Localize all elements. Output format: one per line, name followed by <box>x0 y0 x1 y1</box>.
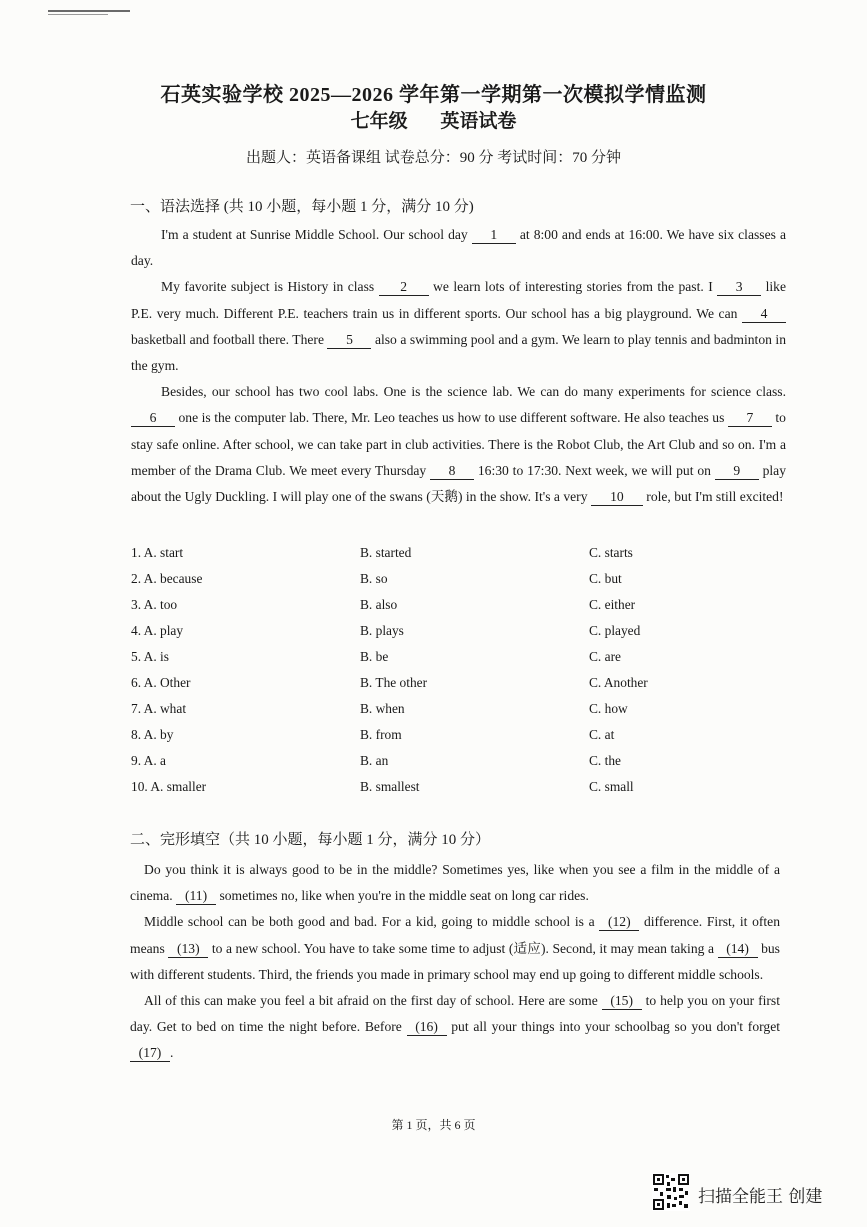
passage-text: to help you on your first day. Get to bed on time the night before. Before <box>130 993 780 1035</box>
option-a[interactable]: 5. A. is <box>131 649 169 664</box>
option-c[interactable]: C. Another <box>589 675 648 690</box>
passage-paragraph <box>131 379 786 510</box>
passage-text: Middle school can be both good and bad. For a kid, going to middle school is a <box>144 914 600 930</box>
passage-paragraph <box>131 222 786 274</box>
passage-text: bus with different students. Third, the friends you made in primary school may end up going to different middle schools. <box>130 940 780 982</box>
option-c[interactable]: C. starts <box>589 545 633 560</box>
option-a[interactable]: 9. A. a <box>131 753 166 768</box>
option-a[interactable]: 2. A. because <box>131 571 203 586</box>
option-b[interactable]: B. plays <box>360 623 404 638</box>
passage-text: Do you think it is always good to be in the middle? Sometimes yes, like when you see a film in the middle of a cinema. <box>130 862 780 904</box>
option-b[interactable]: B. from <box>360 727 402 742</box>
passage-paragraph <box>130 857 780 909</box>
option-c[interactable]: C. how <box>589 701 628 716</box>
blank-2[interactable]: 2 <box>379 279 429 296</box>
blank-5[interactable]: 5 <box>327 332 371 349</box>
blank-16[interactable]: (16) <box>407 1019 447 1036</box>
passage-text: . <box>170 1045 174 1061</box>
blank-1[interactable]: 1 <box>472 227 516 244</box>
blank-12[interactable]: (12) <box>599 914 639 931</box>
option-c[interactable]: C. played <box>589 623 641 638</box>
option-b[interactable]: B. smallest <box>360 779 420 794</box>
passage-text: put all your things into your schoolbag so you don't forget <box>446 1019 780 1035</box>
passage-text: at 8:00 and ends at 16:00. We have six classes a day. <box>131 227 786 269</box>
passage-text: we learn lots of interesting stories from the past. I <box>428 279 718 295</box>
option-b[interactable]: B. an <box>360 753 389 768</box>
blank-4[interactable]: 4 <box>742 306 786 323</box>
option-c[interactable]: C. but <box>589 571 622 586</box>
section1-heading: 一、语法选择 (共 10 小题，每小题 1 分，满分 10 分) <box>130 199 474 215</box>
passage-text: to a new school. You have to take some time to adjust (适应). Second, it may mean taking a <box>208 940 718 956</box>
blank-17[interactable]: (17) <box>130 1045 170 1062</box>
exam-subtitle <box>0 106 867 133</box>
subject-label: 英语试卷 <box>440 111 517 132</box>
section1-options <box>131 542 791 802</box>
passage-paragraph <box>131 274 786 379</box>
passage-paragraph <box>130 988 780 1067</box>
option-a[interactable]: 6. A. Other <box>131 675 191 690</box>
option-b[interactable]: B. so <box>360 571 388 586</box>
exam-meta: 出题人：英语备课组 试卷总分：90 分 考试时间：70 分钟 <box>245 150 621 166</box>
passage-text: role, but I'm still excited! <box>642 489 784 505</box>
option-row <box>131 594 791 620</box>
section2-heading: 二、完形填空（共 10 小题，每小题 1 分，满分 10 分） <box>130 832 491 848</box>
passage-text: Besides, our school has two cool labs. One is the science lab. We can do many experiments for science class. <box>161 384 786 400</box>
section1-passage <box>131 222 786 510</box>
passage-text: one is the computer lab. There, Mr. Leo teaches us how to use different software. He also teaches us <box>175 410 728 426</box>
passage-text: 16:30 to 17:30. Next week, we will put on <box>474 462 715 478</box>
passage-text: My favorite subject is History in class <box>161 279 379 295</box>
blank-9[interactable]: 9 <box>715 463 759 480</box>
blank-7[interactable]: 7 <box>728 410 772 427</box>
scan-artifact-line <box>48 10 130 12</box>
option-row <box>131 542 791 568</box>
option-row <box>131 724 791 750</box>
option-b[interactable]: B. when <box>360 701 405 716</box>
blank-10[interactable]: 10 <box>591 489 643 506</box>
passage-text: like P.E. very much. Different P.E. teachers train us in different sports. Our school has a big playground. We can <box>131 279 786 321</box>
option-a[interactable]: 10. A. smaller <box>131 779 207 794</box>
option-row <box>131 672 791 698</box>
option-row <box>131 620 791 646</box>
option-c[interactable]: C. at <box>589 727 615 742</box>
passage-text: play about the Ugly Duckling. I will play one of the swans (天鹅) in the show. It's a very <box>131 462 786 505</box>
passage-text: I'm a student at Sunrise Middle School. Our school day <box>161 227 472 242</box>
option-row <box>131 568 791 594</box>
passage-text: basketball and football there. There <box>131 331 328 347</box>
option-b[interactable]: B. started <box>360 545 412 560</box>
passage-text: to stay safe online. After school, we can take part in club activities. There is the Robot Club, the Art Club and so on. I'm a member of the Drama Club. We meet every Thursday <box>131 410 786 478</box>
passage-text: sometimes no, like when you're in the middle seat on long car rides. <box>216 888 589 904</box>
blank-8[interactable]: 8 <box>430 463 474 480</box>
page-number: 第 1 页，共 6 页 <box>391 1118 476 1132</box>
option-a[interactable]: 4. A. play <box>131 623 184 638</box>
grade-label: 七年级 <box>350 111 408 132</box>
option-b[interactable]: B. also <box>360 597 398 612</box>
option-row <box>131 646 791 672</box>
option-row <box>131 776 791 802</box>
option-a[interactable]: 1. A. start <box>131 545 184 560</box>
option-b[interactable]: B. The other <box>360 675 428 690</box>
option-b[interactable]: B. be <box>360 649 389 664</box>
option-a[interactable]: 8. A. by <box>131 727 174 742</box>
scanner-watermark: 扫描全能王 创建 <box>698 1187 823 1207</box>
option-c[interactable]: C. small <box>589 779 634 794</box>
blank-3[interactable]: 3 <box>717 279 761 296</box>
qr-code-icon <box>652 1173 690 1211</box>
option-c[interactable]: C. are <box>589 649 621 664</box>
exam-title: 石英实验学校 2025—2026 学年第一学期第一次模拟学情监测 <box>160 84 707 106</box>
scan-artifact-line <box>48 14 108 15</box>
blank-13[interactable]: (13) <box>168 941 208 958</box>
option-row <box>131 750 791 776</box>
blank-15[interactable]: (15) <box>602 993 642 1010</box>
passage-paragraph <box>130 909 780 988</box>
option-row <box>131 698 791 724</box>
passage-text: All of this can make you feel a bit afraid on the first day of school. Here are some <box>144 993 602 1009</box>
section2-passage <box>130 857 780 1067</box>
blank-14[interactable]: (14) <box>718 941 758 958</box>
passage-text: difference. First, it often means <box>130 914 780 956</box>
blank-11[interactable]: (11) <box>176 888 216 905</box>
option-c[interactable]: C. either <box>589 597 636 612</box>
option-c[interactable]: C. the <box>589 753 621 768</box>
blank-6[interactable]: 6 <box>131 410 175 427</box>
option-a[interactable]: 3. A. too <box>131 597 178 612</box>
passage-text: also a swimming pool and a gym. We learn to play tennis and badminton in the gym. <box>131 331 786 374</box>
option-a[interactable]: 7. A. what <box>131 701 187 716</box>
